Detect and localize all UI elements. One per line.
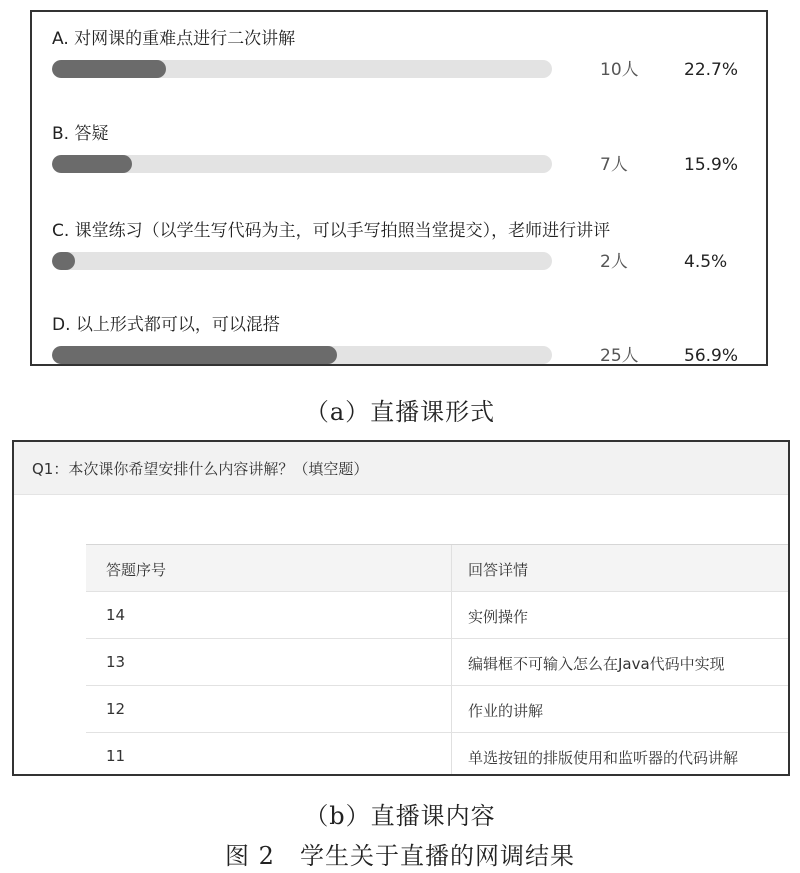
poll-results-panel [30, 10, 768, 366]
responses-table [86, 544, 790, 776]
column-divider [451, 639, 452, 685]
progress-track [52, 346, 552, 364]
progress-fill [52, 252, 75, 270]
option-percent: 4.5% [684, 252, 728, 272]
option-count: 2人 [600, 252, 628, 272]
answer-id: 11 [106, 747, 126, 765]
answer-id: 13 [106, 653, 126, 671]
progress-fill [52, 155, 132, 173]
column-header-id: 答题序号 [106, 561, 167, 579]
option-percent: 56.9% [684, 346, 739, 366]
answer-id: 14 [106, 606, 126, 624]
option-count: 7人 [600, 155, 628, 175]
option-count: 10人 [600, 60, 639, 80]
table-row[interactable] [86, 639, 790, 686]
option-label: B. 答疑 [52, 124, 109, 144]
progress-fill [52, 60, 166, 78]
column-divider [451, 686, 452, 732]
option-percent: 15.9% [684, 155, 739, 175]
responses-panel [12, 440, 790, 776]
table-row[interactable] [86, 686, 790, 733]
progress-fill [52, 346, 337, 364]
caption-b: （b）直播课内容 [304, 802, 496, 830]
column-header-detail: 回答详情 [468, 561, 529, 579]
answer-detail: 编辑框不可输入怎么在Java代码中实现 [468, 655, 725, 673]
column-divider [451, 733, 452, 776]
answer-detail: 实例操作 [468, 608, 529, 626]
question-header [14, 442, 788, 495]
answer-id: 12 [106, 700, 126, 718]
option-label: A. 对网课的重难点进行二次讲解 [52, 29, 296, 49]
progress-track [52, 60, 552, 78]
option-percent: 22.7% [684, 60, 739, 80]
option-label: D. 以上形式都可以，可以混搭 [52, 315, 280, 335]
table-header-row [86, 545, 790, 592]
question-title: Q1：本次课你希望安排什么内容讲解？（填空题） [32, 460, 369, 478]
column-divider [451, 592, 452, 638]
table-row[interactable] [86, 592, 790, 639]
figure-caption: 图 2 学生关于直播的网调结果 [225, 842, 575, 870]
table-row[interactable] [86, 733, 790, 776]
progress-track [52, 252, 552, 270]
answer-detail: 作业的讲解 [468, 702, 544, 720]
progress-track [52, 155, 552, 173]
option-count: 25人 [600, 346, 639, 366]
caption-a: （a）直播课形式 [304, 398, 496, 426]
option-label: C. 课堂练习（以学生写代码为主，可以手写拍照当堂提交），老师进行讲评 [52, 221, 611, 241]
column-divider [451, 545, 452, 591]
answer-detail: 单选按钮的排版使用和监听器的代码讲解 [468, 749, 739, 767]
